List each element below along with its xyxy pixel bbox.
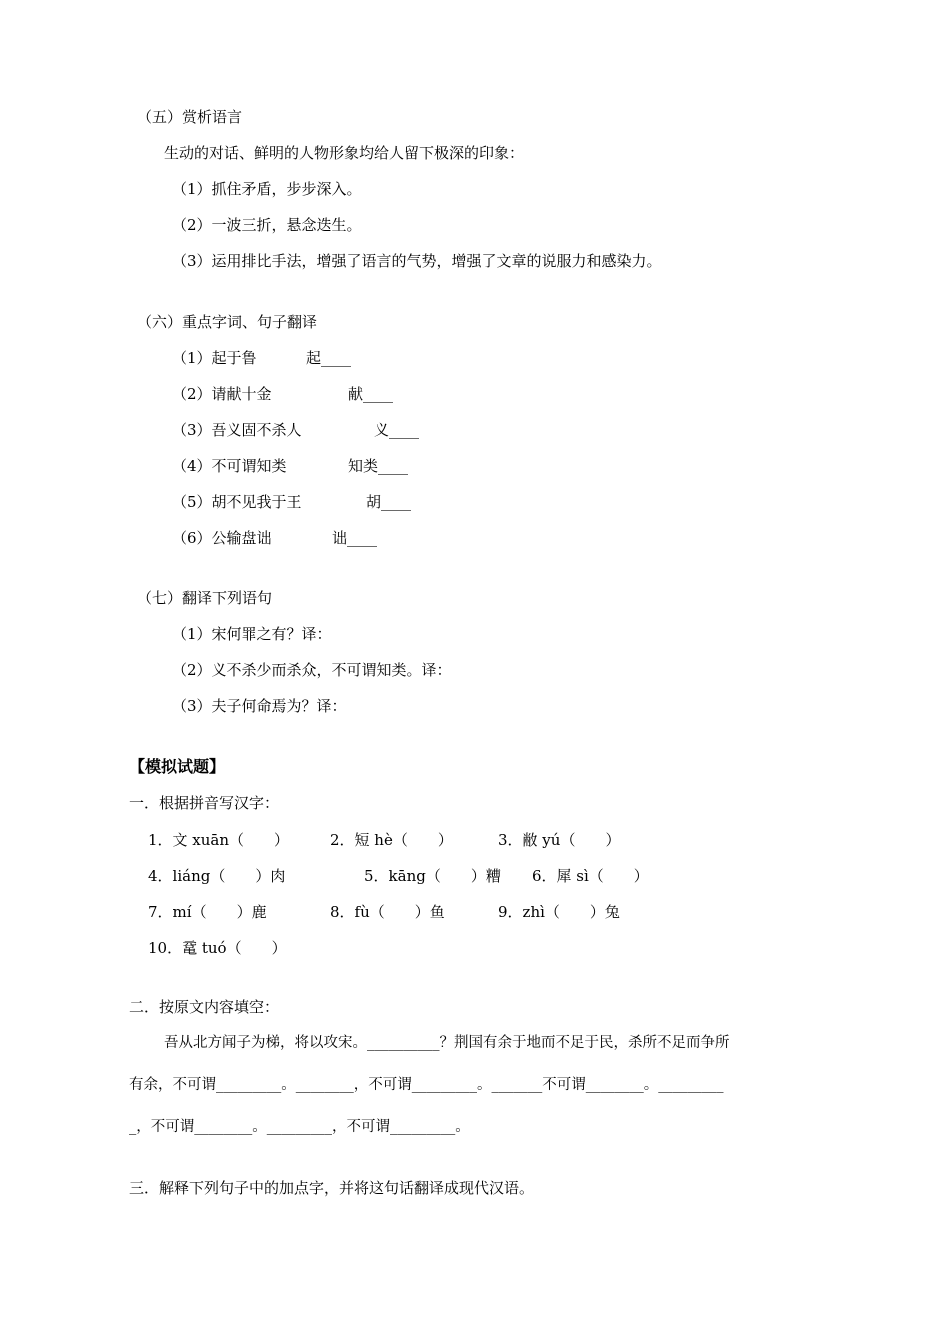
section-6-phrase: （6）公输盘诎: [172, 529, 272, 547]
section-5-item: （1）抓住矛盾，步步深入。: [172, 180, 362, 198]
section-6-phrase: （4）不可谓知类: [172, 457, 287, 475]
pinyin-item: 8．fù（ ）鱼: [330, 903, 445, 921]
question-2-line: 有余，不可谓_________。________，不可谓_________。_______不可谓________。_________: [129, 1077, 724, 1093]
pinyin-item: 4．liáng（ ）肉: [148, 867, 286, 885]
question-2-line: _，不可谓________。_________，不可谓_________。: [129, 1119, 470, 1135]
section-6-key-blank: 义____: [374, 421, 420, 439]
pinyin-item: 6．犀 sì（ ）: [532, 867, 649, 885]
pinyin-item: 10．鼋 tuó（ ）: [148, 939, 287, 957]
section-6-phrase: （3）吾义固不杀人: [172, 421, 302, 439]
section-5-intro: 生动的对话、鲜明的人物形象均给人留下极深的印象：: [164, 144, 525, 162]
question-3-heading: 三．解释下列句子中的加点字，并将这句话翻译成现代汉语。: [129, 1179, 535, 1197]
section-6-key-blank: 献____: [348, 385, 394, 403]
section-6-key-blank: 知类____: [348, 457, 409, 475]
pinyin-item: 1．文 xuān（ ）: [148, 831, 290, 849]
pinyin-item: 2．短 hè（ ）: [330, 831, 453, 849]
section-5-item: （3）运用排比手法，增强了语言的气势，增强了文章的说服力和感染力。: [172, 252, 662, 270]
pinyin-item: 3．敝 yú（ ）: [498, 831, 621, 849]
pinyin-item: 9．zhì（ ）兔: [498, 903, 620, 921]
mock-test-title: 【模拟试题】: [129, 757, 226, 776]
question-2-heading: 二．按原文内容填空：: [129, 998, 280, 1016]
section-6-heading: （六）重点字词、句子翻译: [137, 313, 318, 331]
question-1-heading: 一．根据拼音写汉字：: [129, 794, 280, 812]
section-7-item: （1）宋何罪之有？译：: [172, 625, 332, 643]
question-2-line: 吾从北方闻子为梯，将以攻宋。__________？荆国有余于地而不足于民，杀所不足而争所: [164, 1035, 730, 1051]
section-5-heading: （五）赏析语言: [137, 108, 243, 126]
pinyin-item: 7．mí（ ）鹿: [148, 903, 267, 921]
section-6-phrase: （5）胡不见我于王: [172, 493, 302, 511]
section-5-item: （2）一波三折，悬念迭生。: [172, 216, 362, 234]
section-7-item: （2）义不杀少而杀众，不可谓知类。译：: [172, 661, 452, 679]
section-7-heading: （七）翻译下列语句: [137, 589, 273, 607]
section-6-phrase: （2）请献十金: [172, 385, 272, 403]
section-7-item: （3）夫子何命焉为？译：: [172, 697, 347, 715]
section-6-key-blank: 诎____: [332, 529, 378, 547]
section-6-phrase: （1）起于鲁: [172, 349, 257, 367]
section-6-key-blank: 起____: [306, 349, 352, 367]
pinyin-item: 5．kāng（ ）糟: [364, 867, 501, 885]
section-6-key-blank: 胡____: [366, 493, 412, 511]
